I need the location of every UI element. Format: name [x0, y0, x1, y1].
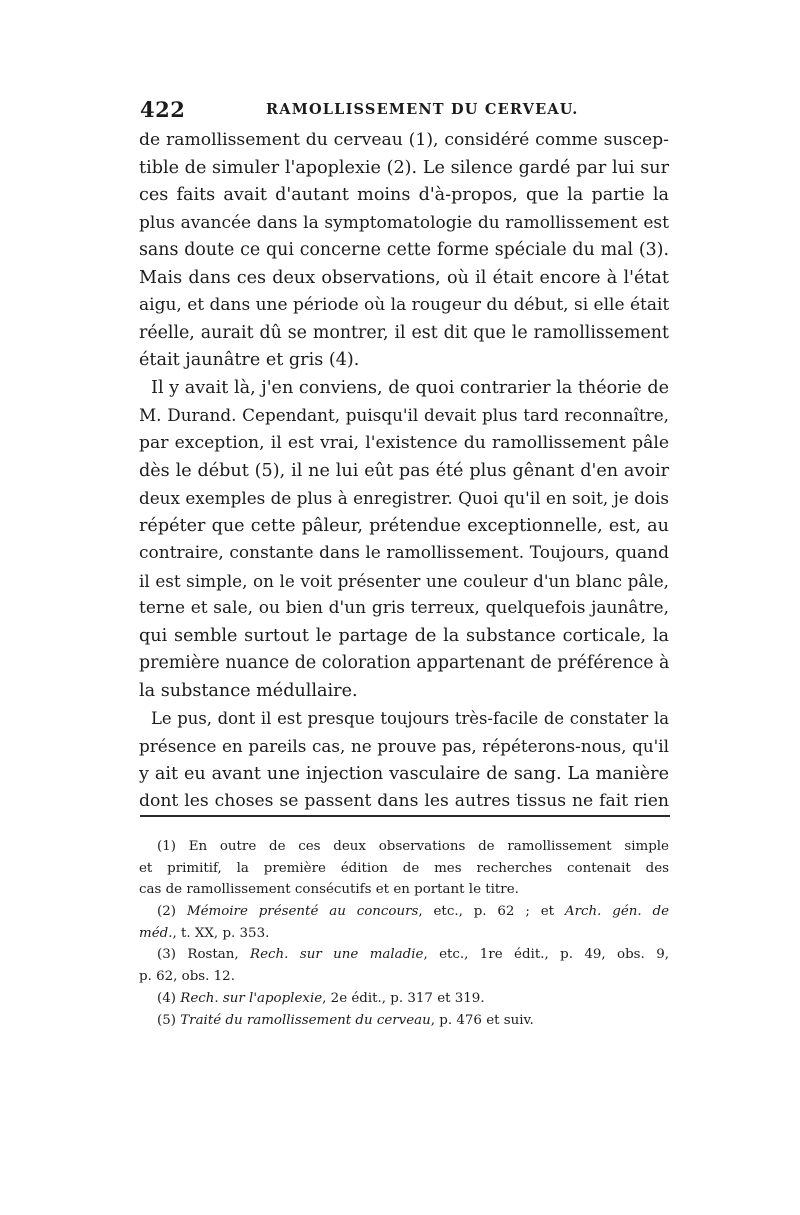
footnote-3-cont: p. 62, obs. 12.: [139, 969, 235, 985]
footnote-2-text: , etc., p. 62 ; et: [418, 904, 555, 920]
text-line: ces faits avait d'autant moins d'à-propos, que la partie la: [139, 185, 669, 206]
footnote-5-mark: (5): [157, 1012, 176, 1028]
text-line: Mais dans ces deux observations, où il était encore à l'état: [139, 267, 669, 288]
text-line: il est simple, on le voit présenter une couleur d'un blanc pâle,: [139, 570, 669, 591]
footnote-3-text: , etc., 1re édit., p. 49, obs. 9,: [423, 947, 669, 963]
footnote-2-cont: [139, 923, 669, 945]
text-line: répéter que cette pâleur, prétendue exceptionnelle, est, au: [139, 515, 669, 536]
footnote-1-line: cas de ramollissement consécutifs et en portant le titre.: [139, 882, 519, 898]
text-line: deux exemples de plus à enregistrer. Quoi qu'il en soit, je dois: [139, 488, 669, 509]
text-line: présence en pareils cas, ne prouve pas, répéterons-nous, qu'il: [139, 736, 669, 757]
footnote-3-author: (3) Rostan,: [157, 947, 239, 963]
page-number: 422: [140, 97, 186, 122]
footnote-5-text: , p. 476 et suiv.: [430, 1012, 534, 1028]
footnote-4-title: Rech. sur l'apoplexie: [180, 990, 323, 1006]
text-line: M. Durand. Cependant, puisqu'il devait plus tard reconnaître,: [139, 405, 669, 426]
footnote-2-title: Mémoire présenté au concours: [186, 904, 419, 920]
text-line: y ait eu avant une injection vasculaire de sang. La manière: [139, 763, 669, 784]
text-line: Il y avait là, j'en conviens, de quoi contrarier la théorie de: [151, 377, 669, 398]
text-line: contraire, constante dans le ramollissement. Toujours, quand: [139, 543, 669, 564]
footnote-2: [139, 901, 669, 923]
footnote-4: [139, 988, 669, 1010]
text-line: dès le début (5), il ne lui eût pas été plus gênant d'en avoir: [139, 460, 669, 481]
text-line: terne et sale, ou bien d'un gris terreux, quelquefois jaunâtre,: [139, 598, 669, 619]
text-line: première nuance de coloration appartenant de préférence à: [139, 653, 670, 674]
footnote-3-title: Rech. sur une maladie: [250, 947, 424, 963]
text-line: de ramollissement du cerveau (1), considéré comme suscep-: [139, 130, 669, 150]
body-text: [139, 127, 669, 816]
text-line: plus avancée dans la symptomatologie du ramollissement est: [139, 212, 669, 233]
text-line: par exception, il est vrai, l'existence du ramollissement pâle: [139, 433, 669, 454]
text-line: tible de simuler l'apoplexie (2). Le silence gardé par lui sur: [139, 157, 669, 178]
footnote-5-title: Traité du ramollissement du cerveau: [180, 1012, 431, 1028]
footnote-3: [139, 944, 669, 966]
footnote-2-ref-cont: méd.: [139, 925, 173, 941]
footnote-4-mark: (4): [157, 990, 176, 1006]
footnote-2-mark: (2): [157, 904, 176, 920]
running-title: RAMOLLISSEMENT DU CERVEAU.: [266, 101, 579, 118]
text-line: Le pus, dont il est presque toujours très-facile de constater la: [151, 709, 669, 729]
footnote-1-line: et primitif, la première édition de mes recherches contenait des: [139, 860, 669, 876]
text-line: qui semble surtout le partage de la substance corticale, la: [139, 625, 669, 646]
text-line: aigu, et dans une période où la rougeur du début, si elle était: [139, 295, 670, 316]
footnote-1-line: (1) En outre de ces deux observations de ramollissement simple: [157, 839, 669, 854]
text-line: dont les choses se passent dans les autres tissus ne fait rien: [139, 791, 669, 812]
text-line: la substance médullaire.: [139, 680, 358, 701]
footnotes: [139, 836, 669, 1031]
text-line: réelle, aurait dû se montrer, il est dit que le ramollissement: [139, 322, 669, 343]
footnote-4-text: , 2e édit., p. 317 et 319.: [322, 990, 485, 1006]
footnote-separator: [140, 815, 670, 817]
page-header: [140, 97, 670, 123]
text-line: sans doute ce qui concerne cette forme spéciale du mal (3).: [139, 240, 669, 261]
footnote-2-ref: Arch. gén. de: [564, 904, 670, 920]
footnote-5: [139, 1010, 669, 1032]
text-line: était jaunâtre et gris (4).: [139, 350, 360, 371]
footnote-2-cont-text: , t. XX, p. 353.: [172, 925, 270, 941]
